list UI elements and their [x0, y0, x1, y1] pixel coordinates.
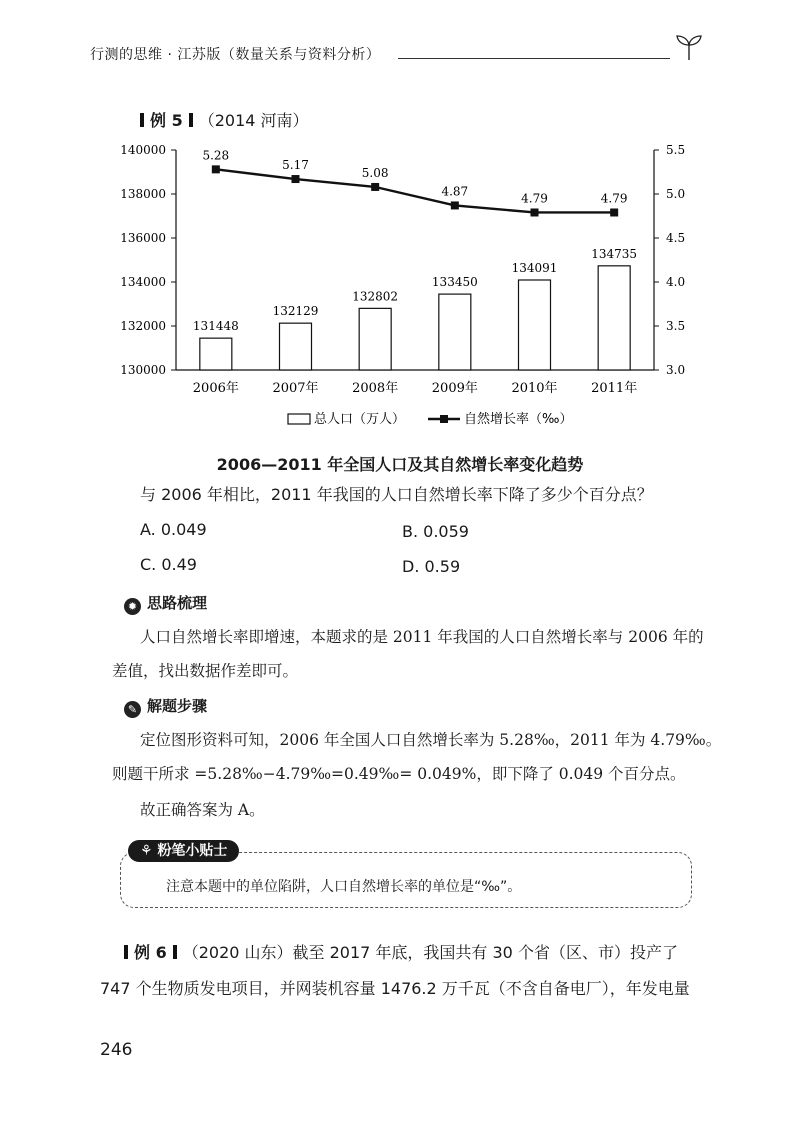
analysis-title: 思路梳理 — [147, 594, 208, 612]
example-source: （2014 河南） — [198, 111, 309, 130]
solution-line-1: 定位图形资料可知，2006 年全国人口自然增长率为 5.28‰，2011 年为 4.79‰。 — [140, 731, 722, 749]
legend-bar-label: 总人口（万人） — [314, 412, 406, 427]
x-tick-label: 2010年 — [511, 381, 558, 396]
population-bar — [280, 323, 312, 370]
population-bar — [598, 266, 630, 370]
bracket-right — [173, 945, 177, 959]
lightbulb-icon: ✹ — [124, 598, 141, 615]
growth-rate-line — [216, 169, 614, 212]
growth-rate-label: 5.28 — [202, 148, 230, 163]
solution-line-3: 故正确答案为 A。 — [140, 801, 265, 819]
population-chart — [100, 140, 710, 440]
population-bar — [439, 294, 471, 370]
growth-rate-point — [212, 165, 220, 173]
growth-rate-label: 5.17 — [282, 158, 309, 173]
analysis-line-1: 人口自然增长率即增速，本题求的是 2011 年我国的人口自然增长率与 2006 年的 — [140, 628, 704, 646]
growth-rate-label: 4.79 — [600, 191, 628, 206]
population-bar — [200, 338, 232, 370]
population-bar — [359, 308, 391, 370]
running-header: 行测的思维 · 江苏版（数量关系与资料分析） — [90, 47, 381, 63]
right-tick-label: 3.5 — [666, 319, 686, 333]
x-tick-label: 2009年 — [431, 381, 478, 396]
legend-line-label: 自然增长率（‰） — [464, 412, 573, 427]
example-label: 例 6 — [134, 943, 167, 962]
solution-title: 解题步骤 — [147, 697, 208, 715]
right-tick-label: 5.0 — [666, 187, 686, 201]
growth-rate-point — [292, 175, 300, 183]
page-number: 246 — [100, 1040, 133, 1060]
population-bar-label: 134735 — [591, 246, 638, 261]
legend-bar-swatch — [288, 414, 310, 424]
left-tick-label: 134000 — [120, 275, 166, 289]
left-tick-label: 140000 — [120, 143, 166, 157]
bracket-left — [124, 945, 128, 959]
legend-line-marker — [440, 415, 448, 423]
sprout-small-icon: ⚘ — [140, 843, 158, 859]
right-tick-label: 5.5 — [666, 143, 686, 157]
option-c: C. 0.49 — [140, 555, 197, 574]
chart-title: 2006—2011 年全国人口及其自然增长率变化趋势 — [216, 455, 584, 474]
x-tick-label: 2011年 — [591, 381, 638, 396]
x-tick-label: 2007年 — [272, 381, 319, 396]
solution-line-2: 则题干所求 =5.28‰−4.79‰=0.49‰= 0.049%，即下降了 0.049 个百分点。 — [112, 765, 686, 783]
option-d: D. 0.59 — [402, 557, 461, 576]
population-bar-label: 132802 — [352, 289, 399, 304]
population-bar-label: 131448 — [192, 319, 239, 334]
example-label: 例 5 — [150, 111, 183, 130]
right-tick-label: 4.0 — [666, 275, 686, 289]
growth-rate-label: 4.79 — [521, 191, 548, 206]
example-5-heading — [140, 108, 309, 131]
population-bar-label: 134091 — [511, 260, 558, 275]
x-tick-label: 2006年 — [192, 381, 239, 396]
left-tick-label: 138000 — [120, 187, 166, 201]
tip-label-text: 粉笔小贴士 — [157, 843, 228, 859]
sprout-icon — [672, 32, 706, 62]
left-tick-label: 132000 — [120, 319, 166, 333]
growth-rate-point — [531, 208, 539, 216]
tip-text: 注意本题中的单位陷阱，人口自然增长率的单位是“‰”。 — [166, 879, 522, 895]
bracket-left — [140, 113, 144, 127]
x-tick-label: 2008年 — [352, 381, 399, 396]
example-6-line-1: （2020 山东）截至 2017 年底，我国共有 30 个省（区、市）投产了 — [182, 943, 678, 962]
bracket-right — [189, 113, 193, 127]
example-6-heading — [124, 940, 678, 963]
header-rule — [398, 58, 670, 59]
example-6-line-2: 747 个生物质发电项目，并网装机容量 1476.2 万千瓦（不含自备电厂），年发电量 — [100, 979, 690, 998]
left-tick-label: 130000 — [120, 363, 166, 377]
tip-label — [128, 840, 239, 862]
left-tick-label: 136000 — [120, 231, 166, 245]
solution-heading — [124, 695, 207, 718]
right-tick-label: 4.5 — [666, 231, 686, 245]
option-b: B. 0.059 — [402, 522, 469, 541]
question-text: 与 2006 年相比，2011 年我国的人口自然增长率下降了多少个百分点？ — [140, 485, 653, 504]
population-bar-label: 133450 — [431, 275, 478, 290]
analysis-line-2: 差值，找出数据作差即可。 — [112, 662, 299, 680]
option-a: A. 0.049 — [140, 520, 207, 539]
right-tick-label: 3.0 — [666, 363, 686, 377]
population-bar — [519, 280, 551, 370]
population-bar-label: 132129 — [272, 304, 319, 319]
analysis-heading — [124, 592, 207, 615]
growth-rate-label: 4.87 — [441, 184, 469, 199]
growth-rate-point — [371, 183, 379, 191]
growth-rate-label: 5.08 — [361, 165, 389, 180]
pencil-icon: ✎ — [124, 701, 141, 718]
growth-rate-point — [451, 201, 459, 209]
growth-rate-point — [610, 208, 618, 216]
